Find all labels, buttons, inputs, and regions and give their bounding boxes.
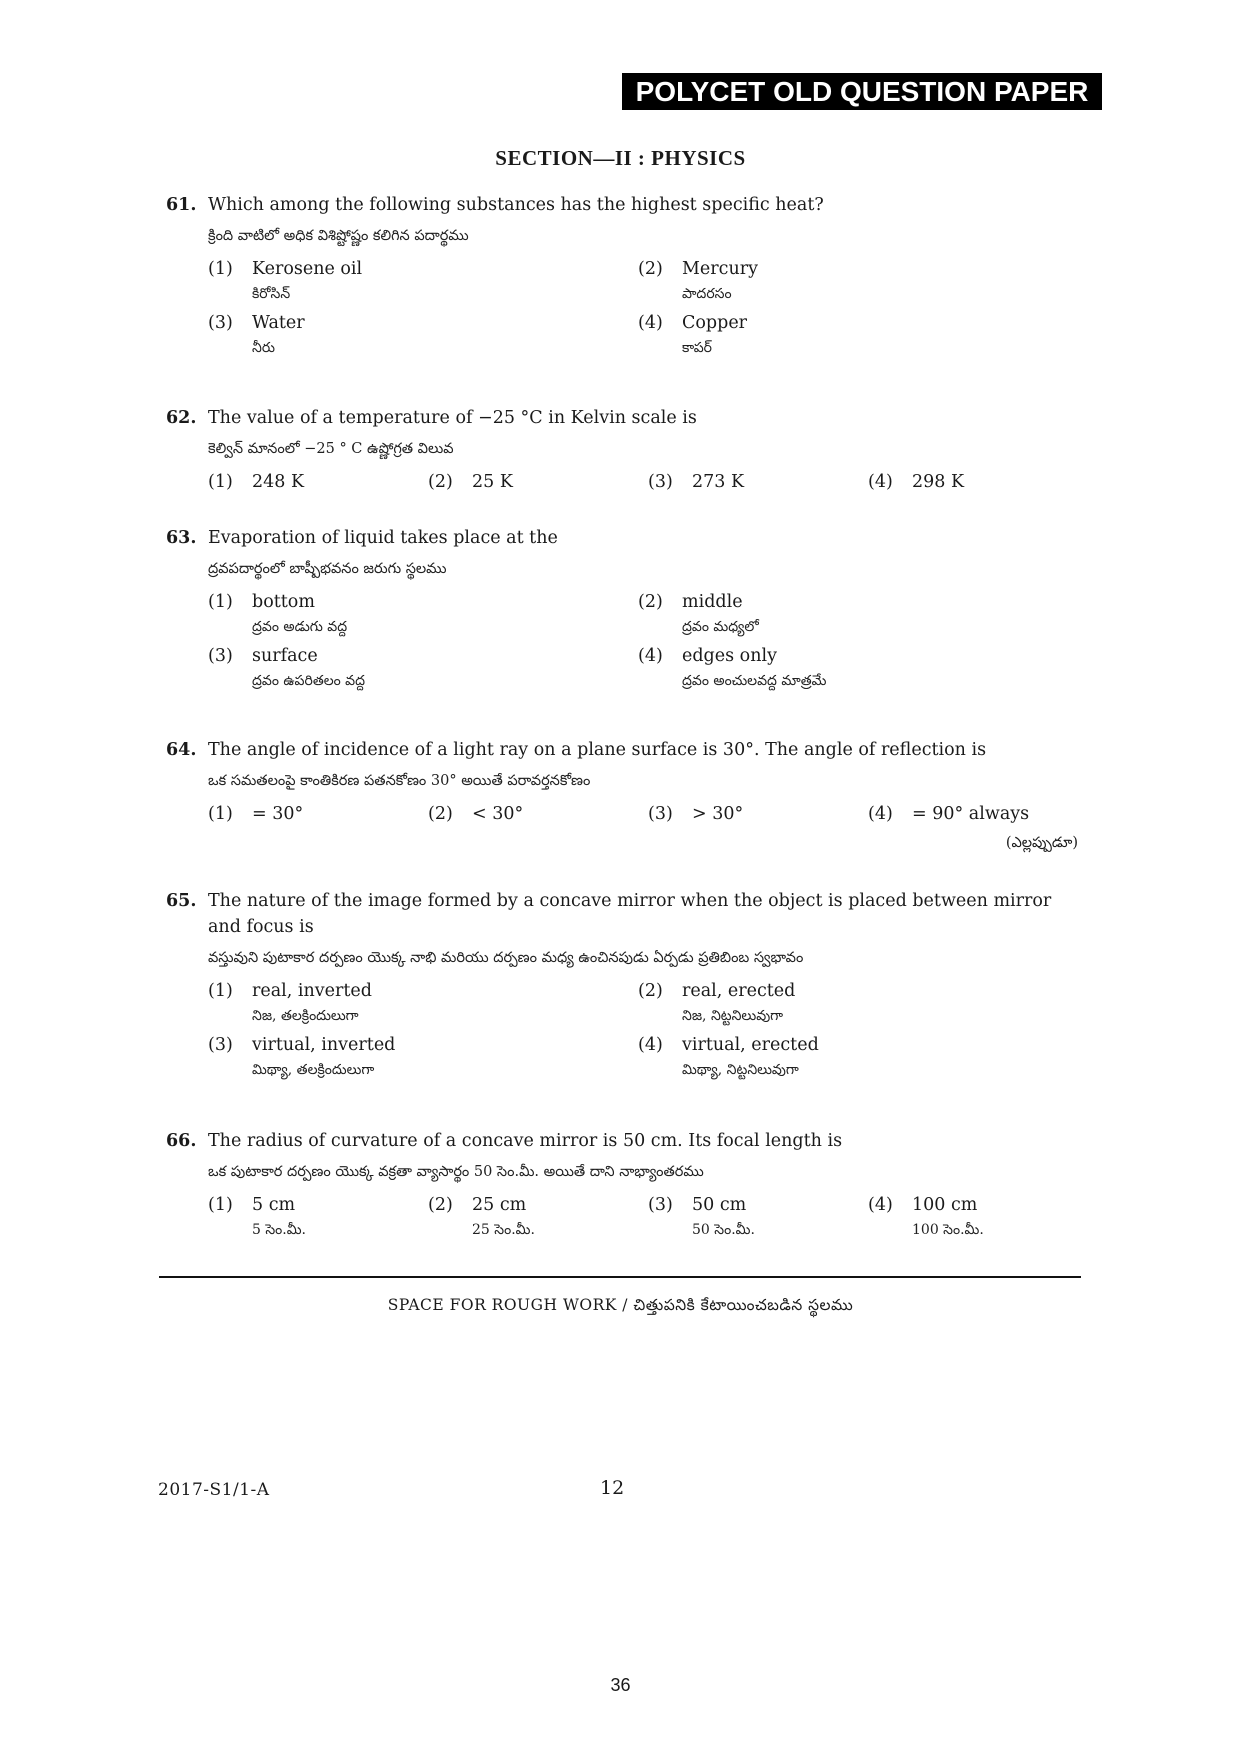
option-number: (3) (208, 313, 233, 333)
question-text-telugu: ఒక సమతలంపై కాంతికిరణ పతనకోణం 30° అయితే పరావర్తనకోణం (208, 773, 591, 789)
option-text-telugu: 5 సెం.మీ. (252, 1222, 306, 1238)
option-text: 5 cm (252, 1195, 296, 1215)
option-number: (3) (648, 1195, 673, 1215)
option-text-telugu: నిజ, నిట్టనిలువుగా (682, 1008, 784, 1024)
question-number: 61. (166, 195, 197, 215)
option-text-telugu: 50 సెం.మీ. (692, 1222, 755, 1238)
page-number: 36 (610, 1675, 631, 1695)
option-text-telugu: మిథ్యా, తలక్రిందులుగా (252, 1062, 375, 1078)
paper-code: 2017-S1/1-A (158, 1480, 270, 1500)
question-text: The radius of curvature of a concave mirror is 50 cm. Its focal length is (208, 1131, 843, 1151)
rough-work-label: SPACE FOR ROUGH WORK / చిత్తుపనికి కేటాయించబడిన స్థలము (387, 1296, 854, 1314)
option-text: = 30° (252, 804, 304, 824)
question-text: The angle of incidence of a light ray on a plane surface is 30°. The angle of reflection is (208, 740, 987, 760)
option-4 (868, 801, 1088, 827)
question-number: 65. (166, 891, 197, 911)
option-1 (208, 256, 638, 306)
question-number: 62. (166, 408, 197, 428)
option-number: (1) (208, 472, 233, 492)
option-3 (208, 310, 638, 360)
option-number: (3) (208, 1035, 233, 1055)
option-number: (2) (428, 472, 453, 492)
option-text-telugu: నీరు (252, 340, 275, 356)
option-number: (1) (208, 259, 233, 279)
option-text: 273 K (692, 472, 745, 492)
option-text-telugu: 100 సెం.మీ. (912, 1222, 984, 1238)
option-text: real, inverted (252, 981, 372, 1001)
option-number: (2) (428, 804, 453, 824)
option-text-telugu: మిథ్యా, నిట్టనిలువుగా (682, 1062, 799, 1078)
option-4 (868, 1192, 1088, 1242)
option-text: < 30° (472, 804, 524, 824)
option-text-telugu: 25 సెం.మీ. (472, 1222, 535, 1238)
option-text: = 90° always (912, 804, 1030, 824)
question-number: 63. (166, 528, 197, 548)
inner-page-number: 12 (600, 1477, 625, 1499)
question-61 (166, 192, 1086, 364)
option-1 (208, 469, 428, 495)
question-62 (166, 405, 1086, 499)
question-text: Evaporation of liquid takes place at the (208, 528, 558, 548)
option-text: 100 cm (912, 1195, 978, 1215)
option-2 (638, 978, 1068, 1028)
option-text-telugu: ద్రవం అంచులవద్ద మాత్రమే (682, 673, 827, 689)
option-2 (638, 256, 1068, 306)
option-2 (428, 1192, 648, 1242)
option-number: (2) (638, 259, 663, 279)
question-text: Which among the following substances has the highest specific heat? (208, 195, 824, 215)
question-text-telugu: క్రింది వాటిలో అధిక విశిష్టోష్ణం కలిగిన పదార్థము (208, 228, 469, 244)
option-text: > 30° (692, 804, 744, 824)
option-text-telugu: ద్రవం ఉపరితలం వద్ద (252, 673, 366, 689)
option-text-telugu: నిజ, తలక్రిందులుగా (252, 1008, 359, 1024)
option-1 (208, 1192, 428, 1242)
option-2 (638, 589, 1068, 639)
option-number: (4) (638, 1035, 663, 1055)
option-number: (1) (208, 804, 233, 824)
option-number: (4) (638, 313, 663, 333)
option-3 (648, 801, 868, 827)
section-title: SECTION—II : PHYSICS (495, 146, 746, 170)
option-number: (2) (638, 592, 663, 612)
option-number: (1) (208, 981, 233, 1001)
option-number: (3) (648, 804, 673, 824)
option-4 (638, 643, 1068, 693)
option-3 (208, 1032, 638, 1082)
question-text: The nature of the image formed by a concave mirror when the object is placed between mirror and focus is (208, 891, 1052, 937)
option-number: (4) (638, 646, 663, 666)
option-2 (428, 801, 648, 827)
option-number: (3) (208, 646, 233, 666)
option-1 (208, 589, 638, 639)
option-text: 50 cm (692, 1195, 747, 1215)
question-text: The value of a temperature of −25 °C in Kelvin scale is (208, 408, 697, 428)
option-text: 25 K (472, 472, 513, 492)
option-1 (208, 978, 638, 1028)
option-text: 298 K (912, 472, 965, 492)
option-number: (1) (208, 592, 233, 612)
option-text-telugu: ద్రవం మధ్యలో (682, 619, 759, 635)
option-number: (2) (428, 1195, 453, 1215)
question-text-telugu: కెల్విన్ మానంలో −25 ° C ఉష్ణోగ్రత విలువ (208, 441, 454, 457)
question-text-telugu: ద్రవపదార్థంలో బాష్పీభవనం జరుగు స్థలము (208, 561, 447, 577)
option-2 (428, 469, 648, 495)
option-text: real, erected (682, 981, 796, 1001)
option-4 (638, 310, 1068, 360)
option-text: Water (252, 313, 305, 333)
question-text-telugu: వస్తువుని పుటాకార దర్పణం యొక్క నాభి మరియు దర్పణం మధ్య ఉంచినపుడు ఏర్పడు ప్రతిబింబ స్వభావం (208, 950, 804, 966)
option-text: virtual, erected (682, 1035, 819, 1055)
option-text: edges only (682, 646, 777, 666)
option-number: (4) (868, 1195, 893, 1215)
option-number: (1) (208, 1195, 233, 1215)
question-number: 64. (166, 740, 197, 760)
question-66 (166, 1128, 1086, 1246)
option-text: middle (682, 592, 743, 612)
option-text-telugu: కిరోసిన్ (252, 286, 291, 302)
divider (159, 1276, 1081, 1278)
question-63 (166, 525, 1086, 697)
title-banner: POLYCET OLD QUESTION PAPER (622, 73, 1102, 110)
question-64 (166, 737, 1086, 855)
option-3 (648, 1192, 868, 1242)
option-text: bottom (252, 592, 315, 612)
option-text: 248 K (252, 472, 305, 492)
option-text: Copper (682, 313, 748, 333)
option-3 (648, 469, 868, 495)
option-number: (4) (868, 804, 893, 824)
option-number: (4) (868, 472, 893, 492)
option-text: 25 cm (472, 1195, 527, 1215)
option-text: Kerosene oil (252, 259, 363, 279)
question-number: 66. (166, 1131, 197, 1151)
option-text: virtual, inverted (252, 1035, 396, 1055)
option-text-telugu: ద్రవం అడుగు వద్ద (252, 619, 348, 635)
question-text-telugu: ఒక పుటాకార దర్పణం యొక్క వక్రతా వ్యాసార్థం 50 సెం.మీ. అయితే దాని నాభ్యాంతరము (208, 1164, 704, 1180)
option-text-telugu: పాదరసం (682, 286, 732, 302)
option-4 (868, 469, 1088, 495)
option-1 (208, 801, 428, 827)
option-text-telugu: కాపర్ (682, 340, 712, 356)
question-65 (166, 888, 1086, 1086)
option-number: (2) (638, 981, 663, 1001)
option-text: Mercury (682, 259, 758, 279)
option-note-telugu: (ఎల్లప్పుడూ) (1005, 835, 1078, 851)
option-text: surface (252, 646, 318, 666)
option-3 (208, 643, 638, 693)
option-number: (3) (648, 472, 673, 492)
option-4 (638, 1032, 1068, 1082)
